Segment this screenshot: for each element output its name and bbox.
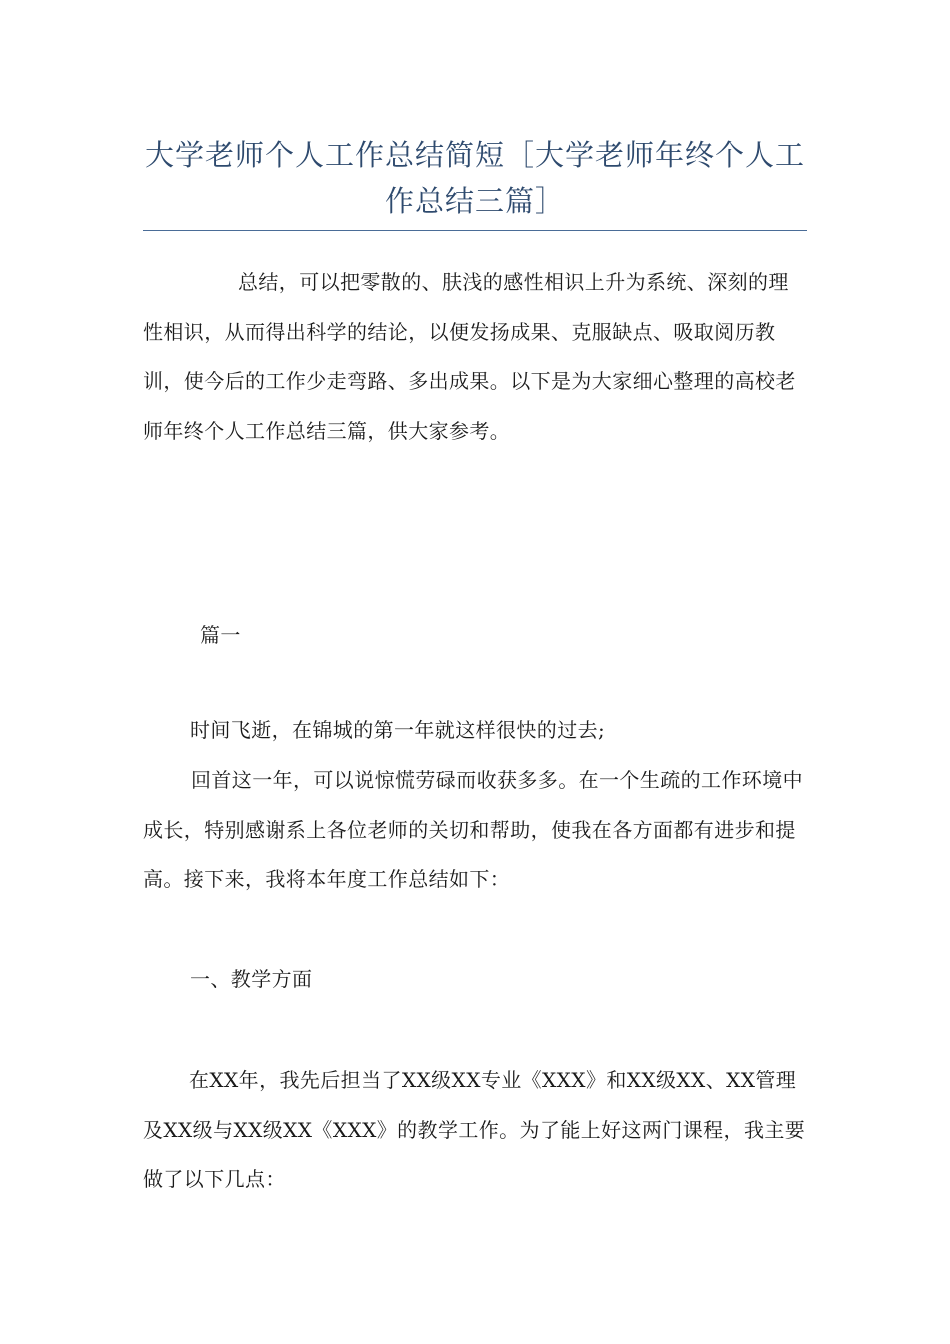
body-paragraph-teaching: 在XX年，我先后担当了XX级XX专业《XXX》和XX级XX、XX管理及XX级与XX级XX《XXX》的教学工作。为了能上好这两门课程，我主要做了以下几点：	[143, 1068, 806, 1191]
body-paragraph-time: 时间飞逝，在锦城的第一年就这样很快的过去;	[190, 718, 606, 742]
body-paragraph-review: 回首这一年，可以说惊慌劳碌而收获多多。在一个生疏的工作环境中成长，特别感谢系上各位老师的关切和帮助，使我在各方面都有进步和提高。接下来，我将本年度工作总结如下：	[143, 768, 803, 891]
title-underline	[143, 230, 807, 231]
document-title: 大学老师个人工作总结简短［大学老师年终个人工作总结三篇］	[144, 138, 805, 218]
section-heading-teaching: 一、教学方面	[190, 967, 313, 991]
intro-paragraph: 总结，可以把零散的、肤浅的感性相识上升为系统、深刻的理性相识，从而得出科学的结论，以便发扬成果、克服缺点、吸取阅历教训，使今后的工作少走弯路、多出成果。以下是为大家细心整理的高校老师年终个人工作总结三篇，供大家参考。	[143, 270, 796, 443]
part-heading: 篇一	[200, 623, 241, 647]
